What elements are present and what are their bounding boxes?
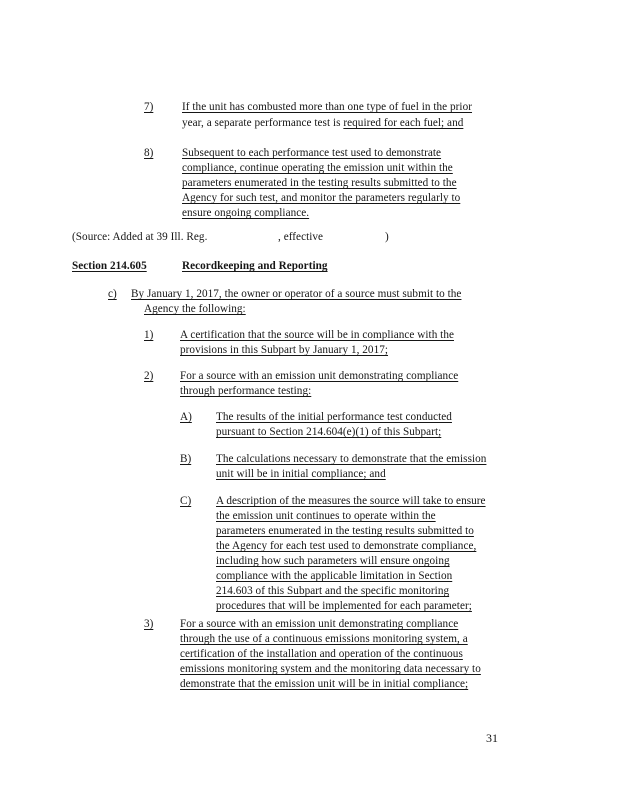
section-number: Section 214.605 — [72, 260, 147, 272]
c2c-line-1: A description of the measures the source will take to ensure — [216, 495, 486, 507]
c2c-line-8: procedures that will be implemented for each parameter; — [216, 600, 472, 612]
item-8-line-3: parameters enumerated in the testing results submitted to the — [182, 177, 457, 189]
c2c-label: C) — [180, 495, 192, 507]
c1-line-2: provisions in this Subpart by January 1, 2017; — [180, 344, 389, 356]
c3-line-1: For a source with an emission unit demonstrating compliance — [180, 618, 459, 630]
c2-number: 2) — [144, 370, 154, 382]
c2-line-1: For a source with an emission unit demonstrating compliance — [180, 370, 459, 382]
c1-number: 1) — [144, 329, 154, 341]
para-c-label: c) — [108, 288, 117, 300]
c2c-line-5: including how such parameters will ensure ongoing — [216, 555, 450, 567]
item-7-line-2-plain: year, a separate performance test is — [182, 117, 344, 129]
section-title: Recordkeeping and Reporting — [182, 260, 328, 272]
c2c-line-2: the emission unit continues to operate within the — [216, 510, 436, 522]
item-8-number: 8) — [144, 147, 154, 159]
item-7-number: 7) — [144, 101, 154, 113]
source-note-prefix: (Source: Added at 39 Ill. Reg. — [72, 231, 208, 243]
item-7-line-2-underlined: required for each fuel; and — [343, 117, 464, 129]
c3-line-2: through the use of a continuous emissions monitoring system, a — [180, 633, 468, 645]
item-8-line-2: compliance, continue operating the emission unit within the — [182, 162, 453, 174]
c3-line-4: emissions monitoring system and the monitoring data necessary to — [180, 663, 481, 675]
c2c-line-4: the Agency for each test used to demonstrate compliance, — [216, 540, 477, 552]
item-7-line-2 — [182, 116, 463, 130]
item-8-line-1: Subsequent to each performance test used to demonstrate — [182, 147, 442, 159]
source-note-effective: , effective — [278, 231, 324, 243]
c2c-line-3: parameters enumerated in the testing results submitted to — [216, 525, 474, 537]
c2a-label: A) — [180, 411, 192, 423]
c2a-line-1: The results of the initial performance test conducted — [216, 411, 452, 423]
c2-line-2: through performance testing: — [180, 385, 312, 397]
source-note-suffix: ) — [385, 231, 389, 243]
page-number: 31 — [486, 731, 498, 745]
para-c-line-1: By January 1, 2017, the owner or operator of a source must submit to the — [131, 288, 462, 300]
item-8-line-4: Agency for such test, and monitor the parameters regularly to — [182, 192, 461, 204]
c2c-line-6: compliance with the applicable limitation in Section — [216, 570, 453, 582]
c2b-line-2: unit will be in initial compliance; and — [216, 468, 386, 480]
item-8-line-5: ensure ongoing compliance. — [182, 207, 310, 219]
c1-line-1: A certification that the source will be in compliance with the — [180, 329, 454, 341]
c2b-line-1: The calculations necessary to demonstrate that the emission — [216, 453, 487, 465]
c3-line-5: demonstrate that the emission unit will be in initial compliance; — [180, 678, 469, 690]
c3-number: 3) — [144, 618, 154, 630]
c2b-label: B) — [180, 453, 192, 465]
c2c-line-7: 214.603 of this Subpart and the specific monitoring — [216, 585, 450, 597]
item-7-line-1: If the unit has combusted more than one type of fuel in the prior — [182, 101, 473, 113]
para-c-line-2: Agency the following: — [144, 303, 246, 315]
c2a-line-2: pursuant to Section 214.604(e)(1) of this Subpart; — [216, 426, 442, 438]
c3-line-3: certification of the installation and operation of the continuous — [180, 648, 463, 660]
